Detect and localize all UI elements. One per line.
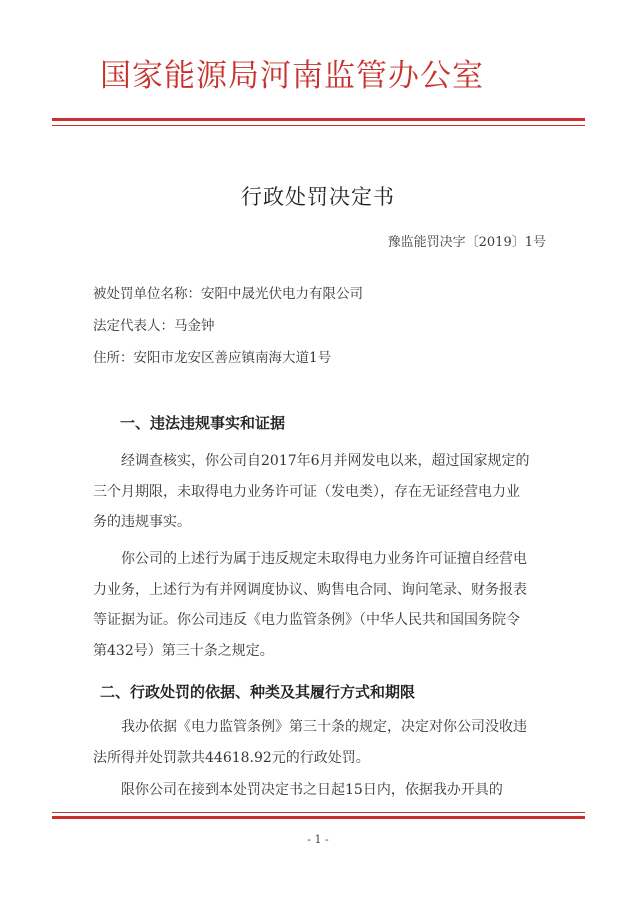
section-1-paragraph-1: 经调查核实，你公司自2017年6月并网发电以来，超过国家规定的三个月期限，未取得电力业务许可证（发电类），存在无证经营电力业务的违规事实。	[93, 453, 530, 530]
page-number: - 1 -	[307, 833, 329, 846]
letterhead-rule-thin	[52, 125, 585, 126]
footer-rule-thin	[52, 812, 585, 813]
section-2-heading: 二、行政处罚的依据、种类及其履行方式和期限	[100, 683, 416, 701]
document-number: 豫监能罚决字〔2019〕1号	[387, 235, 546, 250]
section-2-paragraph-2: 限你公司在接到本处罚决定书之日起15日内，依据我办开具的	[121, 782, 503, 798]
letterhead-org-name: 国家能源局河南监管办公室	[100, 58, 484, 94]
party-representative-line: 法定代表人：马金钟	[93, 318, 215, 334]
letterhead-rule-thick	[52, 118, 585, 121]
party-company-line: 被处罚单位名称：安阳中晟光伏电力有限公司	[93, 286, 363, 302]
footer-rule-thick	[52, 816, 585, 819]
section-1-heading: 一、违法违规事实和证据	[120, 414, 286, 432]
section-2-paragraph-1: 我办依据《电力监管条例》第三十条的规定，决定对你公司没收违法所得并处罚款共44618.92元的行政处罚。	[93, 719, 527, 766]
document-title: 行政处罚决定书	[241, 185, 395, 209]
party-address-line: 住所：安阳市龙安区善应镇南海大道1号	[93, 350, 332, 366]
section-1-paragraph-2: 你公司的上述行为属于违反规定未取得电力业务许可证擅自经营电力业务，上述行为有并网调度协议、购售电合同、询问笔录、财务报表等证据为证。你公司违反《电力监管条例》（中华人民共和国国务院令第432号）第三十条之规定。	[93, 551, 527, 659]
